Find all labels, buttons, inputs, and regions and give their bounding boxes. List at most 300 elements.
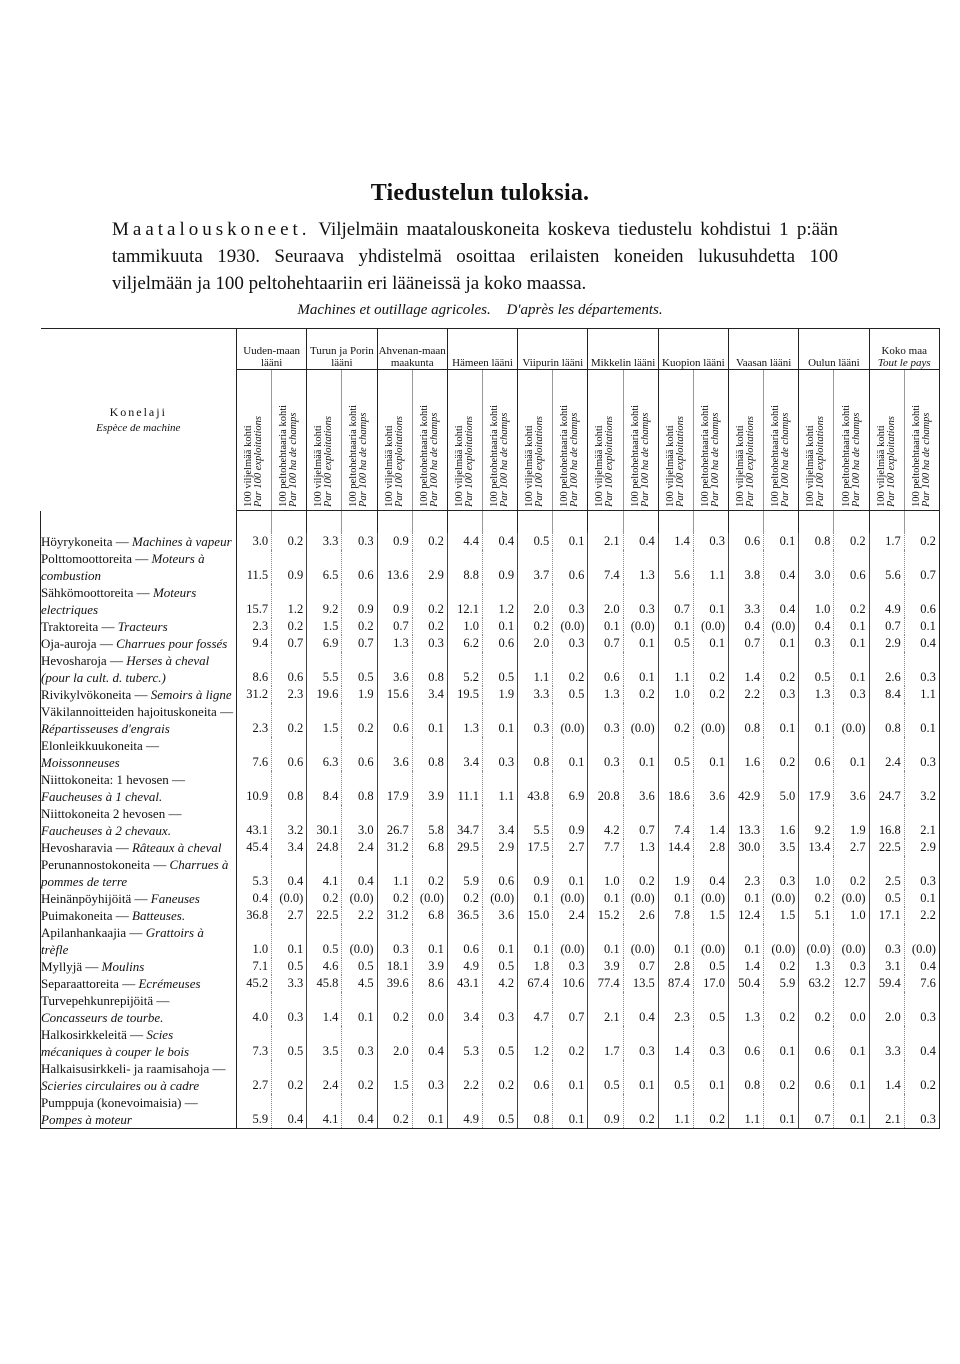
value-cell: 0.1	[693, 737, 728, 771]
machine-name-fi: Puimakoneita —	[41, 908, 132, 923]
value-cell: 3.8	[729, 550, 764, 584]
table-row	[41, 1060, 940, 1094]
table-row	[41, 890, 940, 907]
value-cell: 0.5	[693, 992, 728, 1026]
value-cell: 2.3	[729, 856, 764, 890]
value-cell: 1.3	[447, 703, 482, 737]
value-cell: 4.7	[518, 992, 553, 1026]
value-cell: 0.4	[904, 1026, 939, 1060]
per-100-farms-header	[588, 370, 623, 511]
value-cell: 0.5	[553, 686, 588, 703]
value-cell: 0.6	[799, 1060, 834, 1094]
value-cell: 0.4	[342, 1094, 377, 1129]
machine-name-fr: Râteaux à cheval	[131, 840, 222, 855]
value-cell: 0.4	[764, 550, 799, 584]
value-cell: 0.1	[834, 635, 869, 652]
measure-label-fr: Par 100 ha de champs	[780, 412, 792, 507]
value-cell: (0.0)	[834, 890, 869, 907]
value-cell: 0.8	[799, 533, 834, 550]
spacer-cell	[447, 511, 482, 534]
value-cell: 0.1	[553, 1094, 588, 1129]
value-cell: 0.3	[342, 1026, 377, 1060]
value-cell: 0.3	[799, 635, 834, 652]
table-row	[41, 737, 940, 771]
spacer-cell	[693, 511, 728, 534]
region-name: Mikkelin lääni	[590, 357, 656, 369]
page-title: Tiedustelun tuloksia.	[370, 180, 590, 206]
value-cell: 30.0	[729, 839, 764, 856]
value-cell: 6.2	[447, 635, 482, 652]
value-cell: 0.1	[834, 737, 869, 771]
machine-name-fr: Ecrémeuses	[138, 976, 201, 991]
value-cell: 0.6	[518, 1060, 553, 1094]
machine-label	[41, 958, 237, 975]
value-cell: 2.9	[412, 550, 447, 584]
value-cell: 14.4	[658, 839, 693, 856]
value-cell: 4.9	[869, 584, 904, 618]
value-cell: 0.5	[518, 533, 553, 550]
value-cell: 0.1	[729, 924, 764, 958]
per-100-farms-header	[799, 370, 834, 511]
per-100-farms-header	[658, 370, 693, 511]
value-cell: 31.2	[377, 907, 412, 924]
region-header	[658, 329, 728, 370]
region-name: Vaasan lääni	[736, 357, 792, 369]
value-cell: 2.8	[658, 958, 693, 975]
value-cell: 2.5	[869, 856, 904, 890]
machine-name-fr: Répartisseuses d'engrais	[41, 721, 170, 736]
value-cell: 2.1	[904, 805, 939, 839]
measure-label	[279, 371, 299, 507]
spacer-cell	[623, 511, 658, 534]
value-cell: 0.2	[623, 856, 658, 890]
machine-name-fr: Faneuses	[150, 891, 200, 906]
measure-label	[490, 371, 510, 507]
measure-label-fr: Par 100 ha de champs	[920, 412, 932, 507]
spacer-row	[41, 511, 940, 534]
per-100-farms-header	[237, 370, 272, 511]
value-cell: 0.2	[272, 533, 307, 550]
value-cell: 1.4	[307, 992, 342, 1026]
value-cell: 1.4	[729, 652, 764, 686]
value-cell: 1.7	[869, 533, 904, 550]
value-cell: 1.9	[658, 856, 693, 890]
value-cell: (0.0)	[483, 890, 518, 907]
table-row	[41, 856, 940, 890]
value-cell: 3.0	[342, 805, 377, 839]
measure-label-fr: Par 100 ha de champs	[569, 412, 581, 507]
value-cell: 5.6	[869, 550, 904, 584]
value-cell: 0.6	[483, 635, 518, 652]
value-cell: 0.4	[623, 992, 658, 1026]
measure-label-fi: 100 viljelmää kohti	[313, 425, 325, 507]
value-cell: 11.1	[447, 771, 482, 805]
value-cell: 0.3	[693, 533, 728, 550]
value-cell: (0.0)	[553, 924, 588, 958]
machine-name-fi: Polttomoottoreita —	[41, 551, 152, 566]
value-cell: 0.1	[553, 856, 588, 890]
measure-label-fi: 100 viljelmää kohti	[243, 425, 255, 507]
value-cell: 2.2	[447, 1060, 482, 1094]
spacer-cell	[237, 511, 272, 534]
region-header	[869, 329, 939, 370]
machine-name-fi: Turvepehkunrepijöitä —	[41, 993, 170, 1008]
per-100-farms-header	[307, 370, 342, 511]
value-cell: 0.1	[412, 924, 447, 958]
value-cell: 5.3	[237, 856, 272, 890]
per-100-ha-header	[483, 370, 518, 511]
value-cell: 34.7	[447, 805, 482, 839]
value-cell: 0.3	[342, 533, 377, 550]
value-cell: 0.1	[553, 533, 588, 550]
value-cell: 0.3	[483, 992, 518, 1026]
value-cell: 0.9	[588, 1094, 623, 1129]
measure-label	[806, 371, 826, 507]
value-cell: 0.1	[834, 652, 869, 686]
machine-name-fr: Batteuses.	[132, 908, 186, 923]
value-cell: 7.4	[658, 805, 693, 839]
table-row	[41, 703, 940, 737]
value-cell: 6.8	[412, 839, 447, 856]
value-cell: (0.0)	[553, 890, 588, 907]
value-cell: 0.2	[799, 992, 834, 1026]
measure-label-fi: 100 peltohehtaaria kohti	[559, 404, 571, 507]
machine-name-fr: Faucheuses à 2 chevaux.	[41, 823, 171, 838]
value-cell: 3.6	[377, 737, 412, 771]
per-100-ha-header	[412, 370, 447, 511]
region-name: Hämeen lääni	[452, 357, 513, 369]
value-cell: 1.0	[799, 856, 834, 890]
value-cell: 12.7	[834, 975, 869, 992]
value-cell: 0.2	[272, 703, 307, 737]
value-cell: 18.6	[658, 771, 693, 805]
value-cell: 5.1	[799, 907, 834, 924]
table-row	[41, 584, 940, 618]
value-cell: 5.2	[447, 652, 482, 686]
value-cell: 0.5	[658, 737, 693, 771]
value-cell: 0.1	[693, 635, 728, 652]
spacer-cell	[307, 511, 342, 534]
value-cell: 20.8	[588, 771, 623, 805]
value-cell: 2.4	[307, 1060, 342, 1094]
value-cell: 0.6	[729, 533, 764, 550]
spacer-cell	[658, 511, 693, 534]
value-cell: 3.6	[377, 652, 412, 686]
table-row	[41, 839, 940, 856]
per-100-ha-header	[764, 370, 799, 511]
value-cell: 0.2	[904, 533, 939, 550]
value-cell: 0.5	[483, 652, 518, 686]
value-cell: 6.9	[307, 635, 342, 652]
table-row	[41, 1026, 940, 1060]
value-cell: 3.5	[307, 1026, 342, 1060]
value-cell: 0.2	[904, 1060, 939, 1094]
measure-label-fr: Par 100 exploitations	[323, 416, 335, 507]
value-cell: 0.7	[342, 635, 377, 652]
measure-label	[631, 371, 651, 507]
value-cell: 0.2	[764, 737, 799, 771]
table-row	[41, 975, 940, 992]
region-name: Oulun lääni	[808, 357, 860, 369]
value-cell: 2.3	[658, 992, 693, 1026]
value-cell: 45.8	[307, 975, 342, 992]
region-name-fr: Tout le pays	[877, 357, 931, 369]
value-cell: 0.3	[834, 686, 869, 703]
machine-name-fi: Elonleikkuukoneita —	[41, 738, 160, 753]
value-cell: 0.3	[904, 737, 939, 771]
value-cell: 0.2	[764, 1060, 799, 1094]
value-cell: 0.1	[658, 618, 693, 635]
table-row	[41, 652, 940, 686]
machine-name-fi: Traktoreita —	[41, 619, 118, 634]
value-cell: 0.4	[799, 618, 834, 635]
measure-label-fr: Par 100 ha de champs	[288, 412, 300, 507]
value-cell: 0.2	[764, 958, 799, 975]
value-cell: (0.0)	[904, 924, 939, 958]
value-cell: 1.3	[729, 992, 764, 1026]
value-cell: 3.0	[237, 533, 272, 550]
machine-label	[41, 771, 237, 805]
value-cell: 0.6	[729, 1026, 764, 1060]
table-row	[41, 635, 940, 652]
value-cell: 0.1	[799, 703, 834, 737]
value-cell: 5.5	[307, 652, 342, 686]
measure-label-fi: 100 viljelmää kohti	[805, 425, 817, 507]
value-cell: 0.6	[553, 550, 588, 584]
value-cell: 0.3	[904, 652, 939, 686]
value-cell: 0.3	[377, 924, 412, 958]
value-cell: 0.9	[342, 584, 377, 618]
value-cell: 0.3	[904, 856, 939, 890]
value-cell: 0.6	[272, 737, 307, 771]
spacer-cell	[377, 511, 412, 534]
intro-text: Viljelmäin maatalouskoneita koskeva tiedustelu kohdistui 1 p:ään tammikuuta 1930. Seuraava yhdistelmä osoittaa erilaisten koneiden lukusuhdetta 100 viljelmään ja 100 peltohehtaariin eri lääneissä ja koko maassa.	[112, 219, 838, 294]
value-cell: 0.2	[693, 652, 728, 686]
value-cell: 1.2	[272, 584, 307, 618]
measure-label	[314, 371, 334, 507]
value-cell: 1.3	[623, 839, 658, 856]
machine-name-fr: Tracteurs	[117, 619, 168, 634]
value-cell: 0.3	[904, 992, 939, 1026]
value-cell: 43.1	[237, 805, 272, 839]
value-cell: 0.3	[518, 703, 553, 737]
value-cell: 3.3	[272, 975, 307, 992]
value-cell: 1.5	[307, 703, 342, 737]
spacer-cell	[342, 511, 377, 534]
value-cell: 0.3	[693, 1026, 728, 1060]
value-cell: 1.7	[588, 1026, 623, 1060]
value-cell: 0.2	[834, 584, 869, 618]
measure-label-fi: 100 peltohehtaaria kohti	[910, 404, 922, 507]
value-cell: 43.1	[447, 975, 482, 992]
value-cell: 2.0	[377, 1026, 412, 1060]
intro-paragraph	[112, 216, 838, 297]
value-cell: 0.3	[588, 703, 623, 737]
value-cell: 2.3	[272, 686, 307, 703]
value-cell: 4.0	[237, 992, 272, 1026]
machines-table	[40, 328, 940, 1129]
value-cell: 0.1	[483, 924, 518, 958]
value-cell: 0.5	[658, 635, 693, 652]
value-cell: 6.8	[412, 907, 447, 924]
value-cell: 13.6	[377, 550, 412, 584]
measure-label	[701, 371, 721, 507]
value-cell: 2.7	[553, 839, 588, 856]
value-cell: 0.1	[658, 890, 693, 907]
machine-label	[41, 686, 237, 703]
machine-label	[41, 703, 237, 737]
machine-label	[41, 805, 237, 839]
value-cell: 0.1	[904, 890, 939, 907]
value-cell: 0.1	[623, 635, 658, 652]
value-cell: 2.4	[869, 737, 904, 771]
value-cell: 0.5	[658, 1060, 693, 1094]
machine-name-fr: Grattoirs à trèfle	[41, 925, 204, 957]
value-cell: 5.9	[764, 975, 799, 992]
region-header	[377, 329, 447, 370]
value-cell: (0.0)	[623, 703, 658, 737]
value-cell: 8.4	[307, 771, 342, 805]
machine-name-fr: Semoirs à ligne	[150, 687, 232, 702]
value-cell: 16.8	[869, 805, 904, 839]
machine-type-header-fr: Espèce de machine	[96, 421, 181, 434]
measure-label-fi: 100 peltohehtaaria kohti	[418, 404, 430, 507]
value-cell: 3.4	[447, 737, 482, 771]
spacer-cell	[483, 511, 518, 534]
table-row	[41, 686, 940, 703]
value-cell: 0.1	[904, 703, 939, 737]
value-cell: 7.8	[658, 907, 693, 924]
value-cell: 3.1	[869, 958, 904, 975]
value-cell: 0.1	[834, 1026, 869, 1060]
measure-label-fi: 100 peltohehtaaria kohti	[489, 404, 501, 507]
value-cell: 2.6	[869, 652, 904, 686]
measure-label-fr: Par 100 ha de champs	[639, 412, 651, 507]
machine-name-fi: Väkilannoitteiden hajoituskoneita —	[41, 704, 234, 719]
value-cell: 0.7	[729, 635, 764, 652]
value-cell: 2.7	[834, 839, 869, 856]
value-cell: 2.7	[272, 907, 307, 924]
value-cell: 5.3	[447, 1026, 482, 1060]
value-cell: 0.6	[799, 1026, 834, 1060]
value-cell: 2.0	[518, 635, 553, 652]
value-cell: 5.5	[518, 805, 553, 839]
value-cell: 0.6	[834, 550, 869, 584]
value-cell: 0.3	[834, 958, 869, 975]
value-cell: 1.1	[483, 771, 518, 805]
value-cell: 0.2	[342, 703, 377, 737]
value-cell: 0.1	[834, 1060, 869, 1094]
value-cell: 0.3	[623, 1026, 658, 1060]
measure-label	[912, 371, 932, 507]
value-cell: 0.2	[412, 533, 447, 550]
value-cell: 87.4	[658, 975, 693, 992]
value-cell: 1.3	[799, 686, 834, 703]
value-cell: 77.4	[588, 975, 623, 992]
machine-name-fr: Moteurs electriques	[41, 585, 197, 617]
value-cell: 0.9	[553, 805, 588, 839]
value-cell: 0.1	[588, 618, 623, 635]
value-cell: 0.5	[483, 1026, 518, 1060]
machine-name-fr: Concasseurs de tourbe.	[41, 1010, 164, 1025]
value-cell: 0.2	[518, 618, 553, 635]
value-cell: 0.4	[342, 856, 377, 890]
machine-label	[41, 839, 237, 856]
value-cell: 3.3	[307, 533, 342, 550]
value-cell: 0.0	[412, 992, 447, 1026]
table-row	[41, 771, 940, 805]
machine-name-fr: Machines à vapeur	[131, 534, 232, 549]
machine-name-fi: Sähkömoottoreita —	[41, 585, 153, 600]
value-cell: 0.5	[869, 890, 904, 907]
value-cell: 0.1	[518, 890, 553, 907]
per-100-ha-header	[904, 370, 939, 511]
value-cell: 2.3	[237, 703, 272, 737]
value-cell: 0.1	[764, 703, 799, 737]
value-cell: 2.0	[869, 992, 904, 1026]
value-cell: 10.9	[237, 771, 272, 805]
value-cell: 9.2	[799, 805, 834, 839]
value-cell: 3.9	[412, 958, 447, 975]
value-cell: 17.1	[869, 907, 904, 924]
spacer-cell	[799, 511, 834, 534]
value-cell: 31.2	[237, 686, 272, 703]
measure-label-fr: Par 100 exploitations	[604, 416, 616, 507]
value-cell: 0.1	[412, 1094, 447, 1129]
measure-label-fi: 100 peltohehtaaria kohti	[770, 404, 782, 507]
value-cell: 1.4	[693, 805, 728, 839]
value-cell: 1.1	[377, 856, 412, 890]
value-cell: 0.3	[553, 635, 588, 652]
measure-label-fr: Par 100 exploitations	[745, 416, 757, 507]
value-cell: (0.0)	[272, 890, 307, 907]
value-cell: 2.9	[904, 839, 939, 856]
value-cell: 0.2	[412, 584, 447, 618]
value-cell: 8.4	[869, 686, 904, 703]
value-cell: 1.3	[377, 635, 412, 652]
value-cell: 3.3	[518, 686, 553, 703]
value-cell: 0.8	[518, 1094, 553, 1129]
value-cell: 9.4	[237, 635, 272, 652]
value-cell: 0.3	[764, 856, 799, 890]
machine-name-fr: Moissonneuses	[41, 755, 120, 770]
per-100-ha-header	[272, 370, 307, 511]
value-cell: 0.4	[729, 618, 764, 635]
value-cell: 3.4	[412, 686, 447, 703]
value-cell: 0.5	[342, 652, 377, 686]
table-row	[41, 618, 940, 635]
value-cell: 0.6	[588, 652, 623, 686]
value-cell: 0.2	[834, 856, 869, 890]
value-cell: 15.2	[588, 907, 623, 924]
value-cell: 0.1	[412, 703, 447, 737]
value-cell: 42.9	[729, 771, 764, 805]
machine-label	[41, 992, 237, 1026]
value-cell: 43.8	[518, 771, 553, 805]
measure-label-fi: 100 viljelmää kohti	[453, 425, 465, 507]
value-cell: 5.9	[237, 1094, 272, 1129]
value-cell: 6.5	[307, 550, 342, 584]
machine-name-fr: Charrues à pommes de terre	[41, 857, 229, 889]
machine-name-fi: Heinänpöyhijöitä —	[41, 891, 151, 906]
value-cell: 36.8	[237, 907, 272, 924]
value-cell: 0.8	[729, 1060, 764, 1094]
value-cell: 8.6	[412, 975, 447, 992]
region-header	[237, 329, 307, 370]
value-cell: 63.2	[799, 975, 834, 992]
value-cell: 1.1	[904, 686, 939, 703]
measure-label	[877, 371, 897, 507]
